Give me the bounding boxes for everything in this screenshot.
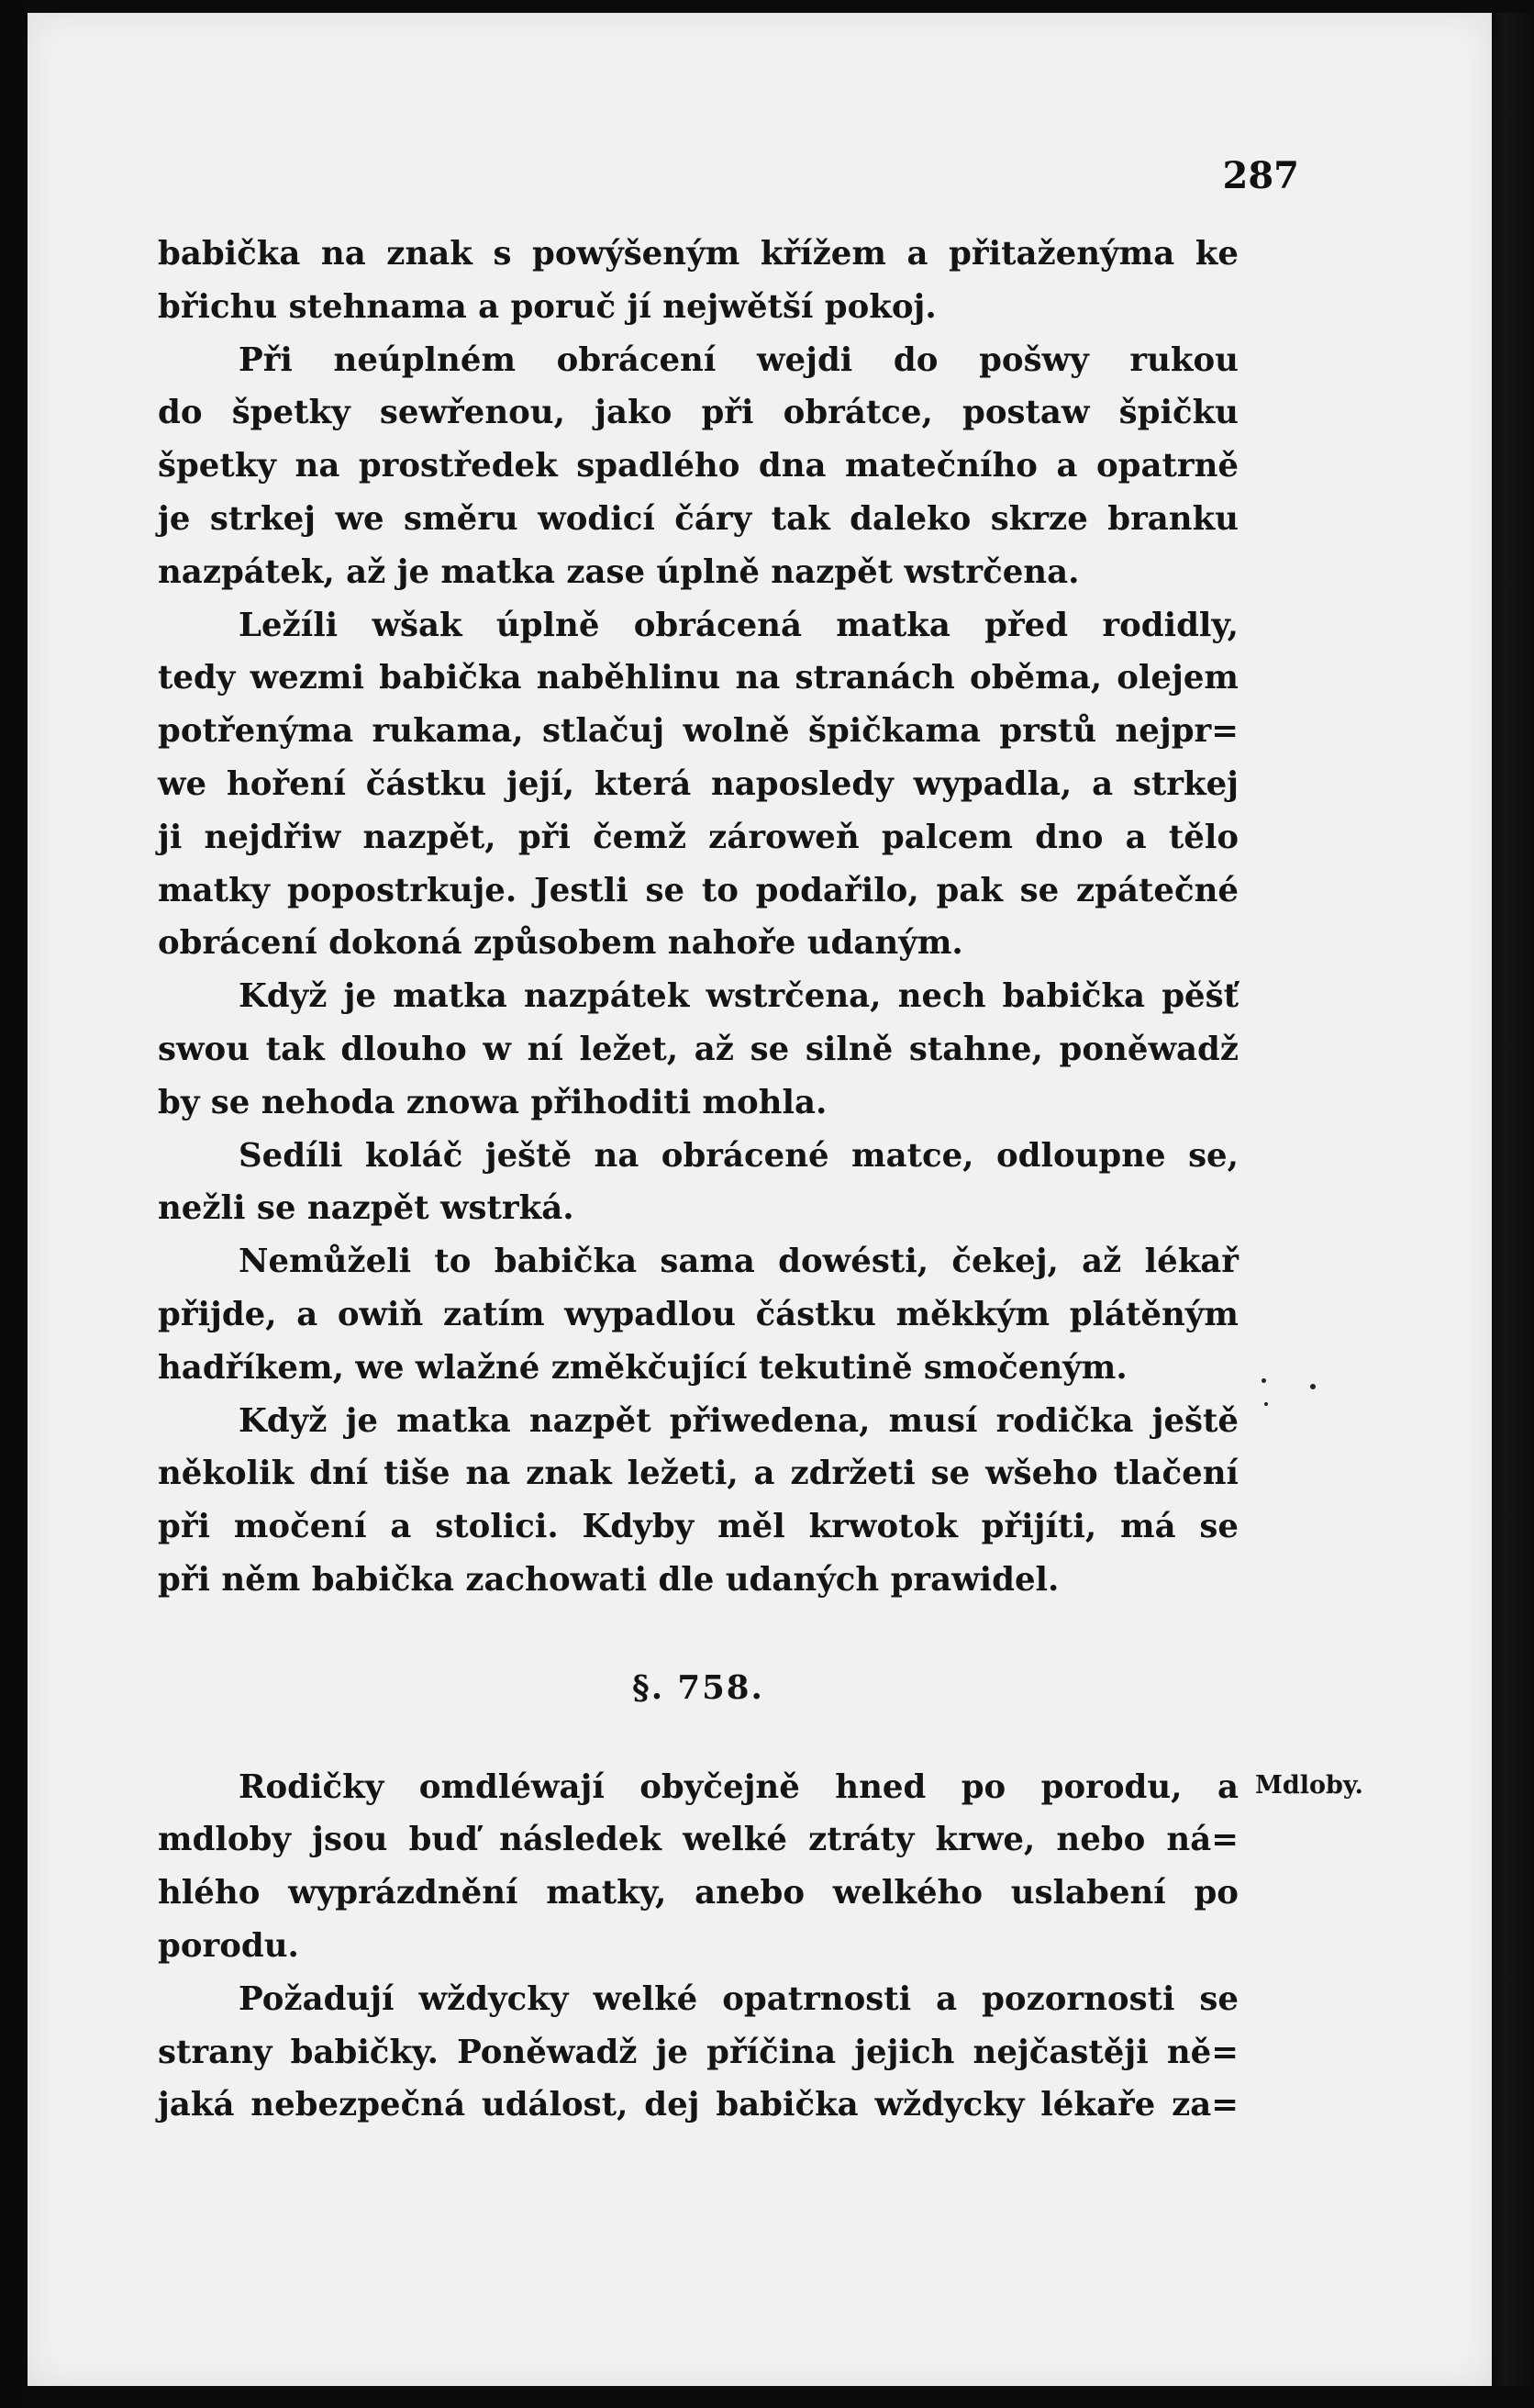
text-line: we hoření částku její, která naposledy wypadla, a strkej: [158, 764, 1239, 803]
text-line: břichu stehnama a poruč jí nejwětší pokoj.: [158, 287, 937, 326]
text-line: Při neúplném obrácení wejdi do pošwy rukou: [239, 340, 1239, 379]
text-line: několik dní tiše na znak ležeti, a zdržeti se wšeho tlačení: [158, 1455, 1239, 1493]
text-line: při močení a stolici. Kdyby měl krwotok přijíti, má se: [158, 1508, 1239, 1546]
text-line: nežli se nazpět wstrká.: [158, 1189, 574, 1228]
text-line: hadříkem, we wlažné změkčující tekutině smočeným.: [158, 1348, 1128, 1387]
text-line: tedy wezmi babička naběhlinu na stranách oběma, olejem: [158, 659, 1239, 697]
text-line: swou tak dlouho w ní ležet, až se silně stahne, poněwadž: [158, 1030, 1239, 1068]
page-text: [158, 228, 1239, 2132]
section-heading: §. 758.: [632, 1668, 764, 1707]
text-line: ji nejdřiw nazpět, při čemž zároweň palcem dno a tělo: [158, 818, 1239, 856]
text-line: přijde, a owiň zatím wypadlou částku měkkým plátěným: [158, 1295, 1239, 1333]
text-line: Když je matka nazpátek wstrčena, nech babička pěšť: [239, 977, 1239, 1016]
text-line: jaká nebezpečná událost, dej babička wždycky lékaře za=: [158, 2086, 1239, 2124]
scan-left-edge: [0, 0, 28, 2408]
text-line: do špetky sewřenou, jako při obrátce, postaw špičku: [158, 394, 1239, 432]
text-line: Požadují wždycky welké opatrnosti a pozornosti se: [239, 1979, 1239, 2018]
text-line: Rodičky omdléwají obyčejně hned po porodu, a: [239, 1767, 1239, 1806]
text-line: obrácení dokoná způsobem nahoře udaným.: [158, 924, 963, 963]
scan-right-edge: [1492, 13, 1534, 2386]
text-line: mdloby jsou buď následek welké ztráty krwe, nebo ná=: [158, 1821, 1239, 1859]
margin-note: Mdloby.: [1255, 1771, 1363, 1800]
text-line: potřenýma rukama, stlačuj wolně špičkama prstů nejpr=: [158, 712, 1239, 751]
text-line: Sedíli koláč ještě na obrácené matce, odloupne se,: [239, 1136, 1239, 1175]
scan-speck: [1262, 1378, 1266, 1383]
text-line: je strkej we směru wodicí čáry tak daleko skrze branku: [158, 499, 1239, 538]
text-line: Ležíli wšak úplně obrácená matka před rodidly,: [239, 606, 1239, 644]
text-line: by se nehoda znowa přihoditi mohla.: [158, 1083, 828, 1121]
scan-speck: [1264, 1402, 1268, 1406]
text-line: při něm babička zachowati dle udaných prawidel.: [158, 1560, 1060, 1599]
text-line: Nemůželi to babička sama dowésti, čekej, až lékař: [239, 1243, 1239, 1281]
text-line: porodu.: [158, 1926, 299, 1965]
page-number: 287: [1222, 154, 1299, 197]
text-line: strany babičky. Poněwadž je příčina jejich nejčastěji ně=: [158, 2033, 1239, 2071]
text-line: Když je matka nazpět přiwedena, musí rodička ještě: [239, 1401, 1239, 1440]
text-line: nazpátek, až je matka zase úplně nazpět wstrčena.: [158, 552, 1080, 591]
text-line: matky popostrkuje. Jestli se to podařilo, pak se zpátečné: [158, 871, 1239, 909]
text-line: špetky na prostředek spadlého dna matečního a opatrně: [158, 447, 1239, 485]
scan-speck: [1310, 1384, 1316, 1389]
text-line: babička na znak s powýšeným křížem a přitaženýma ke: [158, 235, 1239, 273]
text-line: hlého wyprázdnění matky, anebo welkého uslabení po: [158, 1874, 1239, 1912]
